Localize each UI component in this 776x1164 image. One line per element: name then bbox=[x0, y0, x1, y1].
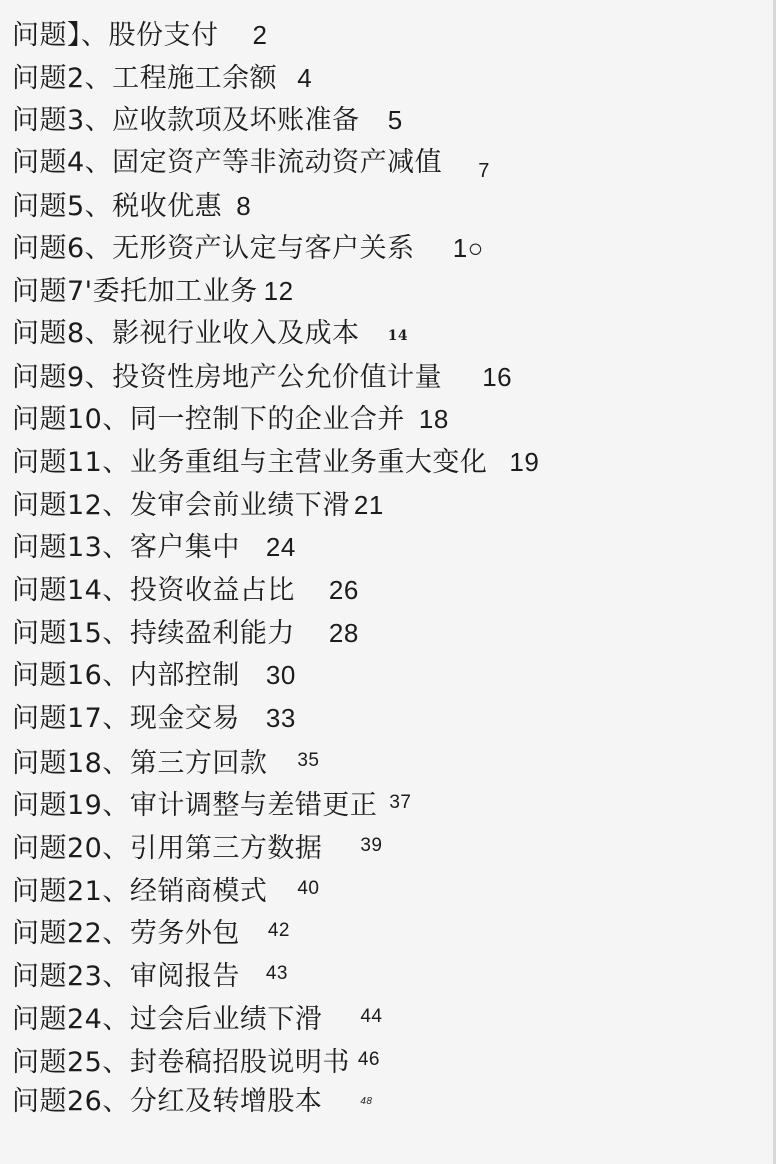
toc-entry-title: 问题10、同一控制下的企业合并 bbox=[12, 404, 405, 436]
toc-entry-page: 44 bbox=[360, 1005, 383, 1027]
toc-entry-title: 问题21、经销商模式 bbox=[12, 875, 268, 907]
toc-entry-page: 5 bbox=[387, 105, 403, 136]
toc-entry bbox=[12, 185, 762, 228]
toc-entry-title: 问题2、工程施工余额 bbox=[12, 62, 278, 94]
toc-entry-title: 问题18、第三方回款 bbox=[12, 747, 268, 779]
toc-entry bbox=[12, 526, 762, 569]
toc-entry bbox=[12, 953, 762, 996]
toc-entry-page: 37 bbox=[389, 792, 412, 814]
toc-entry-title: 问题5、税收优惠 bbox=[12, 190, 223, 222]
toc-entry-title: 问题20、引用第三方数据 bbox=[12, 833, 323, 865]
toc-entry-page: 43 bbox=[265, 963, 288, 985]
toc-entry bbox=[12, 825, 762, 868]
toc-entry-page: 8 bbox=[236, 190, 252, 221]
toc-entry-title: 问题25、封卷稿招股说明书 bbox=[12, 1046, 350, 1078]
toc-entry-page: 40 bbox=[297, 877, 320, 899]
toc-entry-page: 4 bbox=[297, 62, 313, 93]
toc-entry bbox=[12, 484, 762, 527]
toc-entry bbox=[12, 142, 762, 185]
toc-entry-page: 42 bbox=[267, 920, 290, 942]
toc-entry-title: 问题15、持续盈利能力 bbox=[12, 617, 295, 649]
toc-entry-page: 33 bbox=[265, 703, 296, 733]
toc-entry bbox=[12, 227, 762, 270]
toc-entry-title: 问题12、发审会前业绩下滑 bbox=[12, 489, 350, 521]
toc-entry-page: 30 bbox=[265, 660, 296, 691]
toc-entry-page: 28 bbox=[328, 617, 359, 648]
toc-entry bbox=[12, 868, 762, 911]
toc-entry bbox=[12, 1039, 762, 1082]
toc-entry-title: 问题11、业务重组与主营业务重大变化 bbox=[12, 446, 488, 478]
toc-entry-title: 问题17、现金交易 bbox=[12, 703, 240, 734]
toc-entry bbox=[12, 654, 762, 697]
toc-entry-page: 21 bbox=[353, 489, 384, 520]
toc-entry-title: 问题22、劳务外包 bbox=[12, 918, 240, 950]
toc-entry bbox=[12, 1081, 762, 1124]
toc-entry-title: 问题14、投资收益占比 bbox=[12, 574, 295, 606]
toc-entry-page: 2 bbox=[252, 20, 268, 50]
toc-entry-page: 48 bbox=[360, 1096, 373, 1108]
toc-entry-page: 18 bbox=[418, 404, 449, 435]
toc-entry-title: 问题24、过会后业绩下滑 bbox=[12, 1003, 323, 1035]
toc-entry bbox=[12, 313, 762, 356]
toc-entry-page: 1○ bbox=[452, 233, 484, 264]
toc-entry-title: 问题7'委托加工业务 bbox=[12, 276, 258, 308]
toc-entry-page: 12 bbox=[263, 276, 294, 307]
toc-entry-title: 问题19、审计调整与差错更正 bbox=[12, 790, 378, 822]
toc-entry bbox=[12, 398, 762, 441]
toc-entry-title: 问题26、分红及转增股本 bbox=[12, 1086, 323, 1118]
toc-entry bbox=[12, 99, 762, 142]
toc-entry-title: 问题3、应收款项及坏账准备 bbox=[12, 105, 360, 137]
toc-entry-title: 问题4、固定资产等非流动资产减值 bbox=[12, 147, 443, 179]
toc-entry bbox=[12, 441, 762, 484]
toc-entry bbox=[12, 782, 762, 825]
toc-entry bbox=[12, 270, 762, 313]
toc-entry-title: 问题23、审阅报告 bbox=[12, 961, 240, 993]
toc-entry bbox=[12, 14, 762, 57]
toc-entry bbox=[12, 740, 762, 783]
toc-entry-page: 26 bbox=[328, 574, 359, 605]
toc-entry-title: 问题8、影视行业收入及成本 bbox=[12, 317, 360, 349]
toc-entry-page: 14 bbox=[387, 327, 409, 344]
toc-entry-page: 24 bbox=[265, 532, 296, 563]
toc-entry bbox=[12, 569, 762, 612]
toc-entry-page: 46 bbox=[357, 1048, 380, 1070]
toc-entry-title: 问题13、客户集中 bbox=[12, 532, 240, 564]
toc-entry-page: 35 bbox=[297, 749, 320, 771]
toc-entry bbox=[12, 996, 762, 1039]
toc-entry-title: 问题9、投资性房地产公允价值计量 bbox=[12, 361, 443, 393]
toc-entry bbox=[12, 697, 762, 740]
toc-entry-title: 问题】、股份支付 bbox=[12, 20, 219, 51]
toc-entry bbox=[12, 356, 762, 399]
toc-entry bbox=[12, 910, 762, 953]
toc-entry bbox=[12, 57, 762, 100]
toc-entry-page: 19 bbox=[509, 446, 540, 477]
table-of-contents bbox=[12, 14, 762, 1124]
toc-entry-page: 39 bbox=[360, 835, 383, 857]
toc-entry-title: 问题16、内部控制 bbox=[12, 660, 240, 692]
toc-entry-title: 问题6、无形资产认定与客户关系 bbox=[12, 233, 415, 265]
toc-entry bbox=[12, 612, 762, 655]
toc-entry-page: 7 bbox=[478, 160, 490, 183]
toc-entry-page: 16 bbox=[482, 361, 513, 392]
